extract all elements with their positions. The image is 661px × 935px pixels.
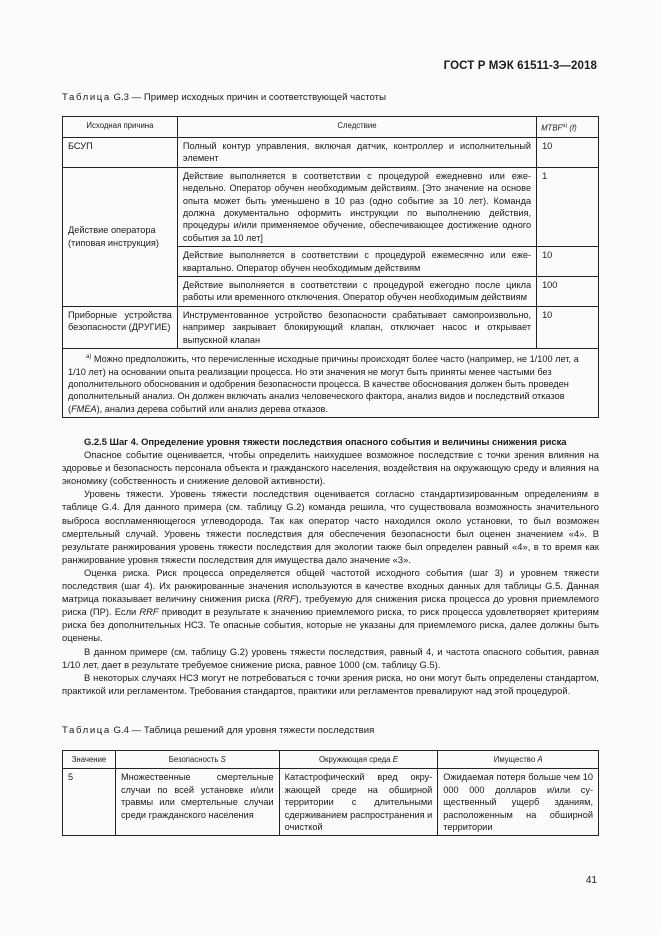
table-g4 <box>62 750 599 836</box>
header-safety: Безопасность S <box>115 751 279 769</box>
paragraph: Уровень тяжести. Уровень тяжести последствия оценивается согласно стандартизированным определениям в таблице G.4. Для данного примера (см. таблицу G.2) команда решила, что существовала возможность значительного выброса воспламеняющегося углеводорода. Так как оператор часто находился около установки, то был возможен смертельный случай. Уровень тяжести последствия для обеспечения безопасности был оценен значением «4». В результате ранжирования уровень тяжести последствия для экологии также был определен равный «4», в то время как ранжирование уровня тяжести последствия для имущества дало значение «3». <box>62 488 599 565</box>
value-cell: 10 <box>537 138 599 168</box>
table-row <box>63 138 599 168</box>
table-g4-header-row <box>63 751 599 769</box>
footnote-mark: а) <box>86 354 92 361</box>
paragraph: Оценка риска. Риск процесса определяется общей частотой исходного события (шаг 3) и уровнем тяжести последствия (шаг 4). Их ранжированные значения используются в качестве входных данных для таблицы G.5. Данная матрица показывает величину снижения риска (RRF), требуемую для снижения риска процесса до уровня приемлемого риска (ПР). Если RRF приводит в результате к значению приемлемого риска, то риск процесса удовлетворяет критериям риска без дополнительных НСЗ. Те опасные события, которые не указаны для приемлемого риска, далее должны быть оценены. <box>62 566 599 644</box>
section-heading: G.2.5 Шаг 4. Определение уровня тяжести последствия опасного события и величины снижения риска <box>84 436 567 447</box>
value-cell: 10 <box>537 247 599 277</box>
table-g4-caption <box>62 725 374 736</box>
page-number: 41 <box>585 875 597 886</box>
effect-cell: Действие выполняется в соответствии с процедурой ежемесячно или ежеквартально. Оператор обучен необходимым действиям <box>177 247 536 277</box>
table-row <box>63 167 599 246</box>
table-g3-footnote: $^{а)}$ Можно предположить, что перечисленные исходные причины происходят более часто (например, не 1/100 лет, а 1/10 лет) на основании опыта реализации процесса. Но эти значения не могут быть приняты менее частыми без дополнительного обоснования и одобрения безопасности процесса. В качестве обоснования должен быть проведен дополнительный анализ. Он должен включать анализ человеческого фактора, анализ видов и последствий отказов (FMEA), анализ дерева событий или анализ дерева отказов. <box>63 349 599 418</box>
cause-cell: БСУП <box>63 138 178 168</box>
paragraph: В данном примере (см. таблицу G.2) уровень тяжести последствия, равный 4, и частота опасного события, равная 1/10 лет, дает в результате требуемое снижение риска, равное 1000 (см. таблицу G.5). <box>62 645 599 670</box>
table-row <box>63 306 599 348</box>
header-environment: Окружающая среда E <box>279 751 438 769</box>
value-cell: 1 <box>537 167 599 246</box>
value-cell: 10 <box>537 306 599 348</box>
safety-cell: Множественные смертельные случаи по всей установке и/или травмы или смертельные случаи среди гражданского населения <box>115 769 279 836</box>
header-value: Значение <box>63 751 116 769</box>
header-mtbf: $MTBF^{а)}$ (f) <box>537 117 599 138</box>
effect-cell: Полный контур управления, включая датчик, контроллер и исполнительный элемент <box>177 138 536 168</box>
header-cause: Исходная причина <box>63 117 178 138</box>
table-g3-caption <box>62 92 386 103</box>
effect-cell: Инструментованное устройство безопасности срабатывает самопроизвольно, например закрывает блокирующий клапан, отключает насос и открывает выпускной клапан <box>177 306 536 348</box>
value-cell: 5 <box>63 769 116 836</box>
table-g3-caption-text: G.3 — Пример исходных причин и соответствующей частоты <box>110 92 386 103</box>
table-g3-header-row <box>63 117 599 138</box>
table-g3-note-row <box>63 349 599 418</box>
paragraph: Опасное событие оценивается, чтобы определить наихудшее возможное последствие с точки зрения влияния на здоровье и безопасность персонала объекта и гражданского населения, воздействия на окружающую среду и влияния на экономику (собственность и снижение деловой активности). <box>62 449 599 487</box>
header-property: Имущество A <box>438 751 599 769</box>
table-g3-caption-word: Таблица <box>62 92 111 103</box>
effect-cell: Действие выполняется в соответствии с процедурой ежедневно или еженедельно. Оператор обучен необходимым действиям. [Это значение на основе опыта может быть уменьшено в 10 раз (одно событие за 10 лет). Команда должна документально оформить инструкции по выполнению действия, процедуры и/или применяемое обучение, обеспечивающее достижение одного события за 10 лет] <box>177 167 536 246</box>
property-cell: Ожидаемая потеря больше чем 10 000 000 долларов и/или существенный ущерб зданиям, расположенным на обширной территории <box>438 769 599 836</box>
cause-cell: Приборные устройства безопасности (ДРУГИЕ) <box>63 306 178 348</box>
value-cell: 100 <box>537 277 599 307</box>
cause-cell: Действие оператора (типовая инструкция) <box>63 167 178 306</box>
paragraph: В некоторых случаях НСЗ могут не потребоваться с точки зрения риска, но они могут быть определены стандартом, практикой или регламентом. Требования стандартов, практики или регламентов превалируют над этой процедурой. <box>62 671 599 696</box>
table-g3 <box>62 116 599 418</box>
header-effect: Следствие <box>177 117 536 138</box>
section-g25 <box>62 435 599 697</box>
table-row <box>63 769 599 836</box>
table-g4-caption-word: Таблица <box>62 725 111 736</box>
standard-header: ГОСТ Р МЭК 61511-3—2018 <box>443 60 597 72</box>
table-g4-caption-text: G.4 — Таблица решений для уровня тяжести последствия <box>110 725 375 736</box>
environment-cell: Катастрофический вред окружающей среде на обширной территории с длительными сдерживанием распространения и очисткой <box>279 769 438 836</box>
effect-cell: Действие выполняется в соответствии с процедурой ежегодно после цикла работы или временного отключения. Оператор обучен необходимым действиям <box>177 277 536 307</box>
